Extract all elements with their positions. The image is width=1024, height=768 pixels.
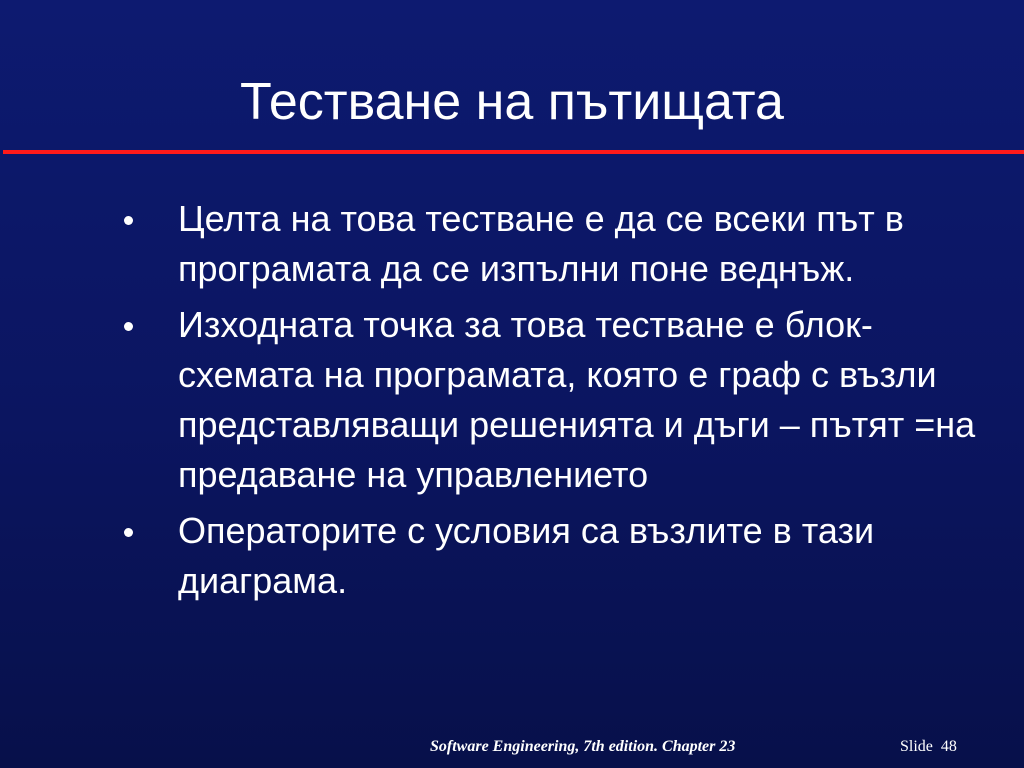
slide-number (900, 737, 965, 757)
bullet-icon (124, 216, 133, 225)
footer-source: Software Engineering, 7th edition. Chapter 23 (430, 738, 736, 755)
bullet-text: Изходната точка за това тестване е блок-схемата на програмата, която е граф с възли представляващи решенията и дъги – пътят =на предаване на управлението (178, 304, 976, 495)
bullet-item (115, 194, 995, 294)
bullet-text: Операторите с условия са възлите в тази диаграма. (178, 510, 875, 601)
bullet-item (115, 300, 995, 500)
slide-title: Тестване на пътищата (240, 73, 784, 131)
title-divider (3, 150, 1024, 154)
bullet-icon (124, 528, 133, 537)
bullet-item (115, 506, 995, 606)
slide-label: Slide (900, 738, 933, 755)
bullet-list (115, 194, 995, 612)
slide-number-value: 48 (940, 738, 957, 755)
bullet-text: Целта на това тестване е да се всеки път в програмата да се изпълни поне веднъж. (178, 198, 904, 289)
bullet-icon (124, 322, 133, 331)
